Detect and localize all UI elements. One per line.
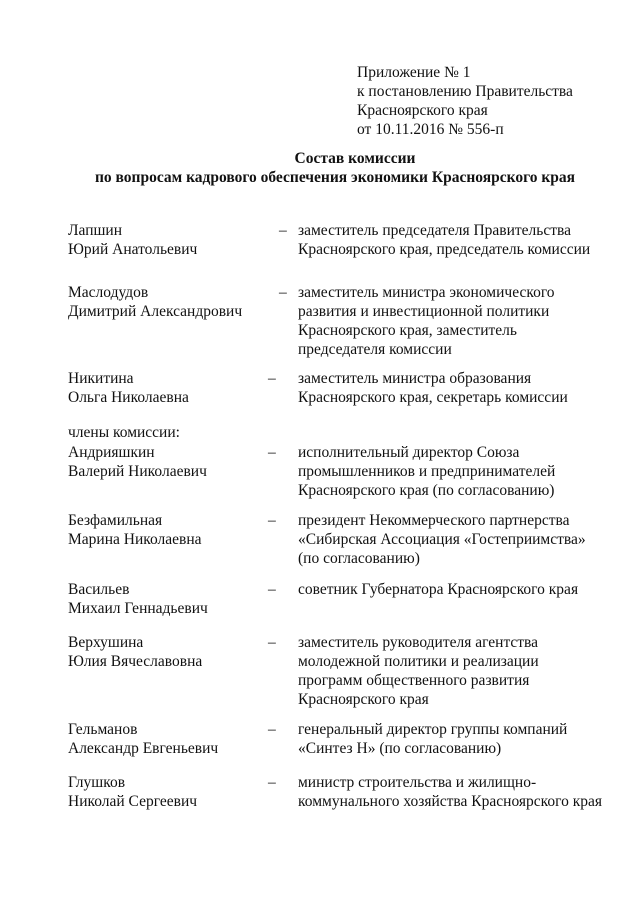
position-line: программ общественного развития xyxy=(298,672,530,689)
member-position xyxy=(298,720,628,758)
position-line: заместитель председателя Правительства xyxy=(298,222,572,239)
separator-dash: – xyxy=(268,581,276,598)
title-line-1: Состав комиссии xyxy=(294,150,416,167)
separator-dash: – xyxy=(268,444,276,461)
position-line: министр строительства и жилищно- xyxy=(298,774,537,791)
member-surname: Лапшин xyxy=(68,222,123,239)
position-line: «Сибирская Ассоциация «Гостеприимства» xyxy=(298,531,586,548)
member-name xyxy=(68,773,268,811)
document-title xyxy=(0,149,640,187)
member-position xyxy=(298,221,628,259)
member-position xyxy=(298,443,628,500)
position-line: промышленников и предпринимателей xyxy=(298,463,556,480)
member-position xyxy=(298,633,628,709)
member-surname: Глушков xyxy=(68,774,126,791)
annex-line: от 10.11.2016 № 556-п xyxy=(357,121,504,138)
title-line-2: по вопросам кадрового обеспечения экономики Красноярского края xyxy=(94,169,576,186)
member-name xyxy=(68,283,268,321)
position-line: Красноярского края (по согласованию) xyxy=(298,482,555,499)
member-name xyxy=(68,580,268,618)
member-given-name: Николай Сергеевич xyxy=(68,793,198,810)
position-line: Красноярского края, заместитель xyxy=(298,322,517,339)
member-given-name: Марина Николаевна xyxy=(68,531,202,548)
member-surname: Верхушина xyxy=(68,634,144,651)
member-name xyxy=(68,633,268,671)
member-name xyxy=(68,443,268,481)
position-line: заместитель министра образования xyxy=(298,370,532,387)
member-given-name: Юрий Анатольевич xyxy=(68,241,198,258)
position-line: (по согласованию) xyxy=(298,550,420,567)
member-given-name: Юлия Вячеславовна xyxy=(68,653,203,670)
separator-dash: – xyxy=(268,370,276,387)
position-line: коммунального хозяйства Красноярского края xyxy=(298,793,603,810)
member-given-name: Валерий Николаевич xyxy=(68,463,207,480)
position-line: президент Некоммерческого партнерства xyxy=(298,512,570,529)
position-line: Красноярского края xyxy=(298,691,429,708)
position-line: развития и инвестиционной политики xyxy=(298,303,550,320)
position-line: заместитель руководителя агентства xyxy=(298,634,539,651)
member-surname: Васильев xyxy=(68,581,130,598)
member-surname: Гельманов xyxy=(68,721,138,738)
position-line: «Синтез Н» (по согласованию) xyxy=(298,740,502,757)
annex-line: к постановлению Правительства xyxy=(357,83,573,100)
member-surname: Никитина xyxy=(68,370,134,387)
member-position xyxy=(298,369,628,407)
member-given-name: Михаил Геннадьевич xyxy=(68,600,208,617)
member-surname: Андрияшкин xyxy=(68,444,155,461)
member-name xyxy=(68,369,268,407)
member-surname: Маслодудов xyxy=(68,284,149,301)
position-line: Красноярского края, председатель комиссии xyxy=(298,241,591,258)
position-line: заместитель министра экономического xyxy=(298,284,555,301)
member-name xyxy=(68,511,268,549)
annex-block xyxy=(357,63,627,139)
annex-line: Приложение № 1 xyxy=(357,64,471,81)
separator-dash: – xyxy=(268,774,276,791)
annex-line: Красноярского края xyxy=(357,102,488,119)
position-line: генеральный директор группы компаний xyxy=(298,721,568,738)
member-given-name: Александр Евгеньевич xyxy=(68,740,219,757)
member-surname: Безфамильная xyxy=(68,512,163,529)
separator-dash: – xyxy=(268,512,276,529)
position-line: молодежной политики и реализации xyxy=(298,653,539,670)
member-name xyxy=(68,720,268,758)
position-line: Красноярского края, секретарь комиссии xyxy=(298,389,568,406)
member-position xyxy=(298,283,628,359)
separator-dash: – xyxy=(268,634,276,651)
separator-dash: – xyxy=(279,222,287,239)
member-given-name: Димитрий Александрович xyxy=(68,303,243,320)
member-name xyxy=(68,221,268,259)
position-line: председателя комиссии xyxy=(298,341,452,358)
member-position xyxy=(298,511,628,568)
position-line: советник Губернатора Красноярского края xyxy=(298,581,579,598)
separator-dash: – xyxy=(279,284,287,301)
member-given-name: Ольга Николаевна xyxy=(68,389,189,406)
members-label: члены комиссии: xyxy=(68,424,180,441)
member-position xyxy=(298,580,628,599)
member-position xyxy=(298,773,628,811)
separator-dash: – xyxy=(268,721,276,738)
position-line: исполнительный директор Союза xyxy=(298,444,520,461)
